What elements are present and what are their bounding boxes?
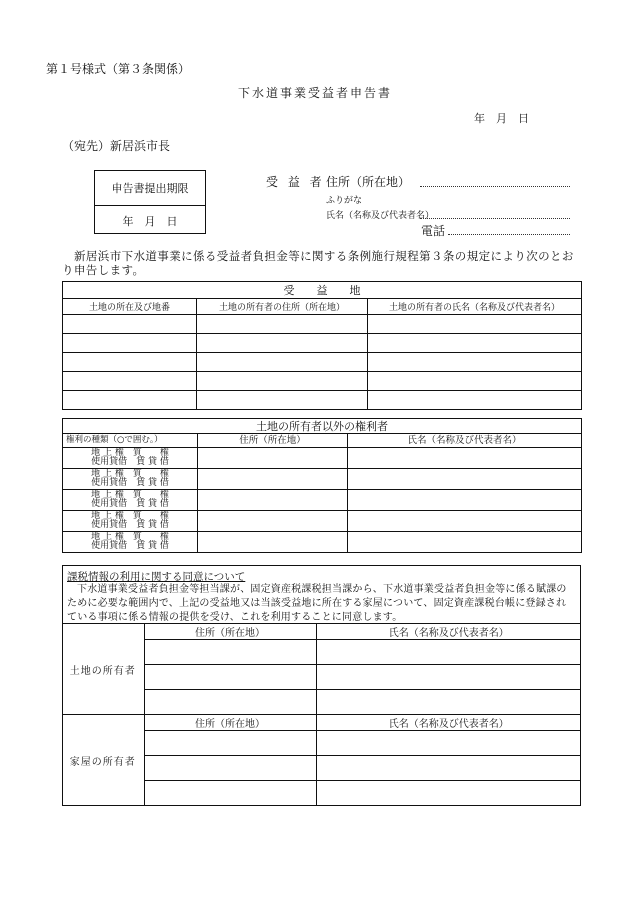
table-row xyxy=(63,353,582,372)
table-row xyxy=(63,391,582,410)
applicant-phone-field[interactable] xyxy=(448,234,570,235)
land-owner-label: 土地の所有者 xyxy=(62,624,144,715)
applicant-address-field[interactable] xyxy=(420,186,570,187)
table-row xyxy=(63,469,582,490)
col-land-owner-name: 氏名（名称及び代表者名） xyxy=(316,624,581,640)
consent-section xyxy=(62,565,581,806)
col-land-owner-address: 住所（所在地） xyxy=(144,624,316,640)
applicant-name-label: 氏名（名称及び代表者名） xyxy=(326,211,435,221)
deadline-date[interactable]: 年 月 日 xyxy=(122,214,178,228)
beneficiary-land-table xyxy=(62,281,582,410)
owners-table xyxy=(62,623,581,806)
form-number: 第１号様式（第３条関係） xyxy=(46,62,191,76)
right-type-options[interactable]: 地 上 権 質 権 使用貸借 賃 貸 借 xyxy=(63,511,198,532)
col-owner-address: 土地の所有者の住所（所在地） xyxy=(197,299,368,315)
rights-holders-table xyxy=(62,418,582,553)
house-owner-label: 家屋の所有者 xyxy=(62,715,144,806)
right-type-options[interactable]: 地 上 権 質 権 使用貸借 賃 貸 借 xyxy=(63,448,198,469)
addressee: （宛先）新居浜市長 xyxy=(62,139,171,153)
table-row xyxy=(63,334,582,353)
col-house-owner-address: 住所（所在地） xyxy=(144,715,316,731)
right-type-options[interactable]: 地 上 権 質 権 使用貸借 賃 貸 借 xyxy=(63,532,198,553)
consent-text: 下水道事業受益者負担金等担当課が、固定資産税課税担当課から、下水道事業受益者負担金等に係る賦課のために必要な範囲内で、上記の受益地又は当該受益地に所在する家屋について、固定資産課税台帳に登録されている事項に係る情報の提供を受け、これを利用することに同意します。 xyxy=(67,584,567,623)
col-right-type: 権利の種類（○で囲む。） xyxy=(63,434,198,448)
applicant-role: 受 益 者 xyxy=(266,175,325,189)
rights-table-title: 土地の所有者以外の権利者 xyxy=(63,419,582,434)
table-row xyxy=(63,315,582,334)
col-land-location: 土地の所在及び地番 xyxy=(63,299,197,315)
col-house-owner-name: 氏名（名称及び代表者名） xyxy=(316,715,581,731)
table-row xyxy=(63,490,582,511)
applicant-furigana-label: ふりがな xyxy=(326,196,363,206)
deadline-label: 申告書提出期限 xyxy=(95,171,205,206)
table-row xyxy=(63,532,582,553)
consent-heading: 課税情報の利用に関する同意について xyxy=(67,571,246,583)
right-type-options[interactable]: 地 上 権 質 権 使用貸借 賃 貸 借 xyxy=(63,490,198,511)
table-row xyxy=(63,511,582,532)
beneficiary-table-title: 受 益 地 xyxy=(63,282,582,299)
table-row xyxy=(63,372,582,391)
declaration-text: 新居浜市下水道事業に係る受益者負担金等に関する条例施行規程第３条の規定により次のとおり申告します。 xyxy=(62,249,574,277)
col-owner-name: 土地の所有者の氏名（名称及び代表者名） xyxy=(368,299,582,315)
applicant-phone-label: 電話 xyxy=(421,224,446,238)
deadline-box xyxy=(94,170,206,234)
applicant-address-label: 住所（所在地） xyxy=(326,175,411,189)
applicant-name-field[interactable] xyxy=(420,218,570,219)
form-title: 下水道事業受益者申告書 xyxy=(237,86,392,100)
col-holder-name: 氏名（名称及び代表者名） xyxy=(348,434,582,448)
col-holder-address: 住所（所在地） xyxy=(198,434,348,448)
submission-date: 年 月 日 xyxy=(474,112,529,125)
right-type-options[interactable]: 地 上 権 質 権 使用貸借 賃 貸 借 xyxy=(63,469,198,490)
table-row xyxy=(63,448,582,469)
